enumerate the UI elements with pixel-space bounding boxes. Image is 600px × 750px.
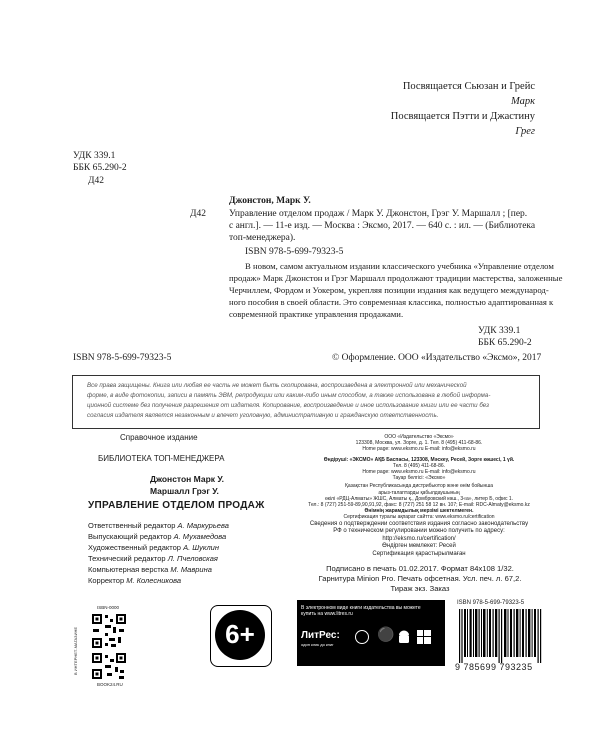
- dedication-line-2: Посвящается Пэтти и Джастину: [390, 111, 535, 122]
- apple-icon: ⚫: [377, 628, 395, 643]
- staff-row: Технический редактор Л. Пчеловская: [88, 554, 218, 563]
- dedication-signature-2: Грег: [515, 126, 535, 137]
- windows-icon: [417, 630, 431, 644]
- staff-row: Корректор М. Колесникова: [88, 576, 182, 585]
- abstract-line-2: продаж» Марк Джонстон и Грэг Маршалл продолжают традиции мастерства, заложенные: [229, 273, 563, 283]
- biblio-code: Д42: [190, 209, 206, 219]
- staff-row: Ответственный редактор А. Маркурьева: [88, 521, 229, 530]
- rights-line-3: ционной системе без получения разрешения от издателя. Копирование, воспроизведение и иное использование книги или ее части без: [87, 402, 490, 409]
- age-rating-text: 6+: [225, 619, 255, 649]
- rights-line-4: согласия издателя является незаконным и влечет уголовную, административную и гражданскую ответственность.: [87, 412, 439, 419]
- imprint-title: УПРАВЛЕНИЕ ОТДЕЛОМ ПРОДАЖ: [88, 500, 265, 511]
- biblio-title-line-1: Управление отделом продаж / Марк У. Джонстон, Грэг У. Маршалл ; [пер.: [229, 209, 528, 219]
- qr-block: [73, 605, 135, 687]
- android-icon: [397, 630, 411, 644]
- barcode-block: [453, 600, 545, 676]
- biblio-title-line-3: топ-менеджера).: [229, 233, 296, 243]
- biblio-isbn: ISBN 978-5-699-79323-5: [245, 247, 344, 257]
- print-info: Подписано в печать 01.02.2017. Формат 84x108 1/32. Гарнитура Minion Pro. Печать офсетная. Усл. печ. л. 67,2. Тираж экз. Заказ: [318, 564, 522, 593]
- litres-text-1: В электронном виде книги издательства вы можете: [301, 605, 421, 611]
- ereader-icon: [355, 630, 369, 644]
- rights-line-2: форме, в виде фотокопии, записи в память ЭВМ, репродукции или каким-либо иным способом, а также использована в любой информа-: [87, 392, 491, 399]
- biblio-author: Джонстон, Марк У.: [229, 196, 311, 206]
- udk-code: УДК 339.1: [73, 151, 116, 161]
- age-rating-badge: [210, 605, 272, 667]
- barcode-digits: 9 785699 793235: [455, 662, 533, 672]
- udk-code-2: УДК 339.1: [478, 326, 521, 336]
- qr-label-top: ISBN-0000: [97, 605, 120, 610]
- staff-row: Компьютерная верстка М. Маврина: [88, 565, 212, 574]
- barcode-isbn: ISBN 978-5-699-79323-5: [457, 600, 525, 606]
- author-mark: Д42: [88, 176, 104, 186]
- biblio-title-line-2: с англ.]. — 11-е изд. — Москва : Эксмо, 2017. — 640 с. : ил. — (Библиотека: [229, 221, 536, 231]
- litres-badge: [297, 600, 445, 666]
- abstract-line-1: В новом, самом актуальном издании классического учебника «Управление отделом: [245, 261, 554, 271]
- rights-line-1: Все права защищены. Книга или любая ее часть не может быть скопирована, воспроизведена в электронной или механической: [87, 382, 467, 389]
- rights-box: [72, 375, 540, 429]
- qr-label-bottom: BOOK24.RU: [97, 682, 123, 687]
- abstract-line-5: современной практике управления продажами.: [229, 309, 404, 319]
- staff-row: Художественный редактор А. Шуклин: [88, 543, 219, 552]
- litres-sub: один клик до книг: [301, 642, 334, 647]
- imprint-author-2: Маршалл Грэг У.: [150, 486, 219, 496]
- isbn-left: ISBN 978-5-699-79323-5: [73, 353, 172, 363]
- bbk-code: ББК 65.290-2: [73, 163, 127, 173]
- edition-type: Справочное издание: [120, 433, 198, 442]
- litres-logo: ЛитРес:: [301, 630, 340, 641]
- qr-code-icon: [91, 613, 127, 681]
- dedication-signature-1: Марк: [510, 96, 535, 107]
- copyright-line: © Оформление. ООО «Издательство «Эксмо», 2017: [332, 353, 542, 363]
- publisher-info: ООО «Издательство «Эксмо» 123308, Москва, ул. Зорге, д. 1. Тел. 8 (495) 411-68-86. Home page: www.eksmo.ru E-mail: info@eksmo.ru Өндіруші: «ЭКСМО» АҚБ Баспасы, 123308, Мәскеу, Ресей, Зорге көшесі, 1 үй. Тел. 8 (495) 411-68-86. Home page: www.eksmo.ru E-mail: info@eksmo.ru Тауар белгісі: «Эксмо» Қазақстан Республикасында дистрибьютор және өнім бойынша арыз-талаптарды қабылдаушының өкілі «РДЦ-Алматы» ЖШС, Алматы қ., Домбровский көш., 3«а», литер Б, офис 1. Тел.: 8 (727) 251-59-89,90,91,92, факс: 8 (727) 251 58 12 вн. 107; E-mail: RDC-Almaty@eksmo.kz Өнімнің жарамдылық мерзімі шектелмеген. Сертификация туралы ақпарат сайтта: www.eksmo.ru/certification Сведения о подтверждении соответствия издания согласно законодательству РФ о техническом регулировании можно получить по адресу: http://eksmo.ru/certification/ Өндірген мемлекет: Ресей Сертификация қарастырылмаған: [308, 434, 530, 557]
- bbk-code-2: ББК 65.290-2: [478, 338, 532, 348]
- imprint-author-1: Джонстон Марк У.: [150, 474, 224, 484]
- series-name: БИБЛИОТЕКА ТОП-МЕНЕДЖЕРА: [98, 454, 225, 463]
- abstract-line-4: ного пособия в своей области. Это современная классика, полностью адаптированная к: [229, 297, 554, 307]
- abstract-line-3: Черчиллем, Фордом и Уокером, укрепляя позиции издания как ведущего международ-: [229, 285, 549, 295]
- litres-text-2: купить на www.litres.ru: [301, 611, 353, 617]
- staff-list: [88, 520, 229, 586]
- staff-row: Выпускающий редактор А. Мухамедова: [88, 532, 227, 541]
- barcode-icon: [459, 609, 543, 663]
- dedication-line-1: Посвящается Сьюзан и Грейс: [402, 81, 535, 92]
- qr-side-label: В ИНТЕРНЕТ-МАГАЗИНЕ: [73, 626, 78, 675]
